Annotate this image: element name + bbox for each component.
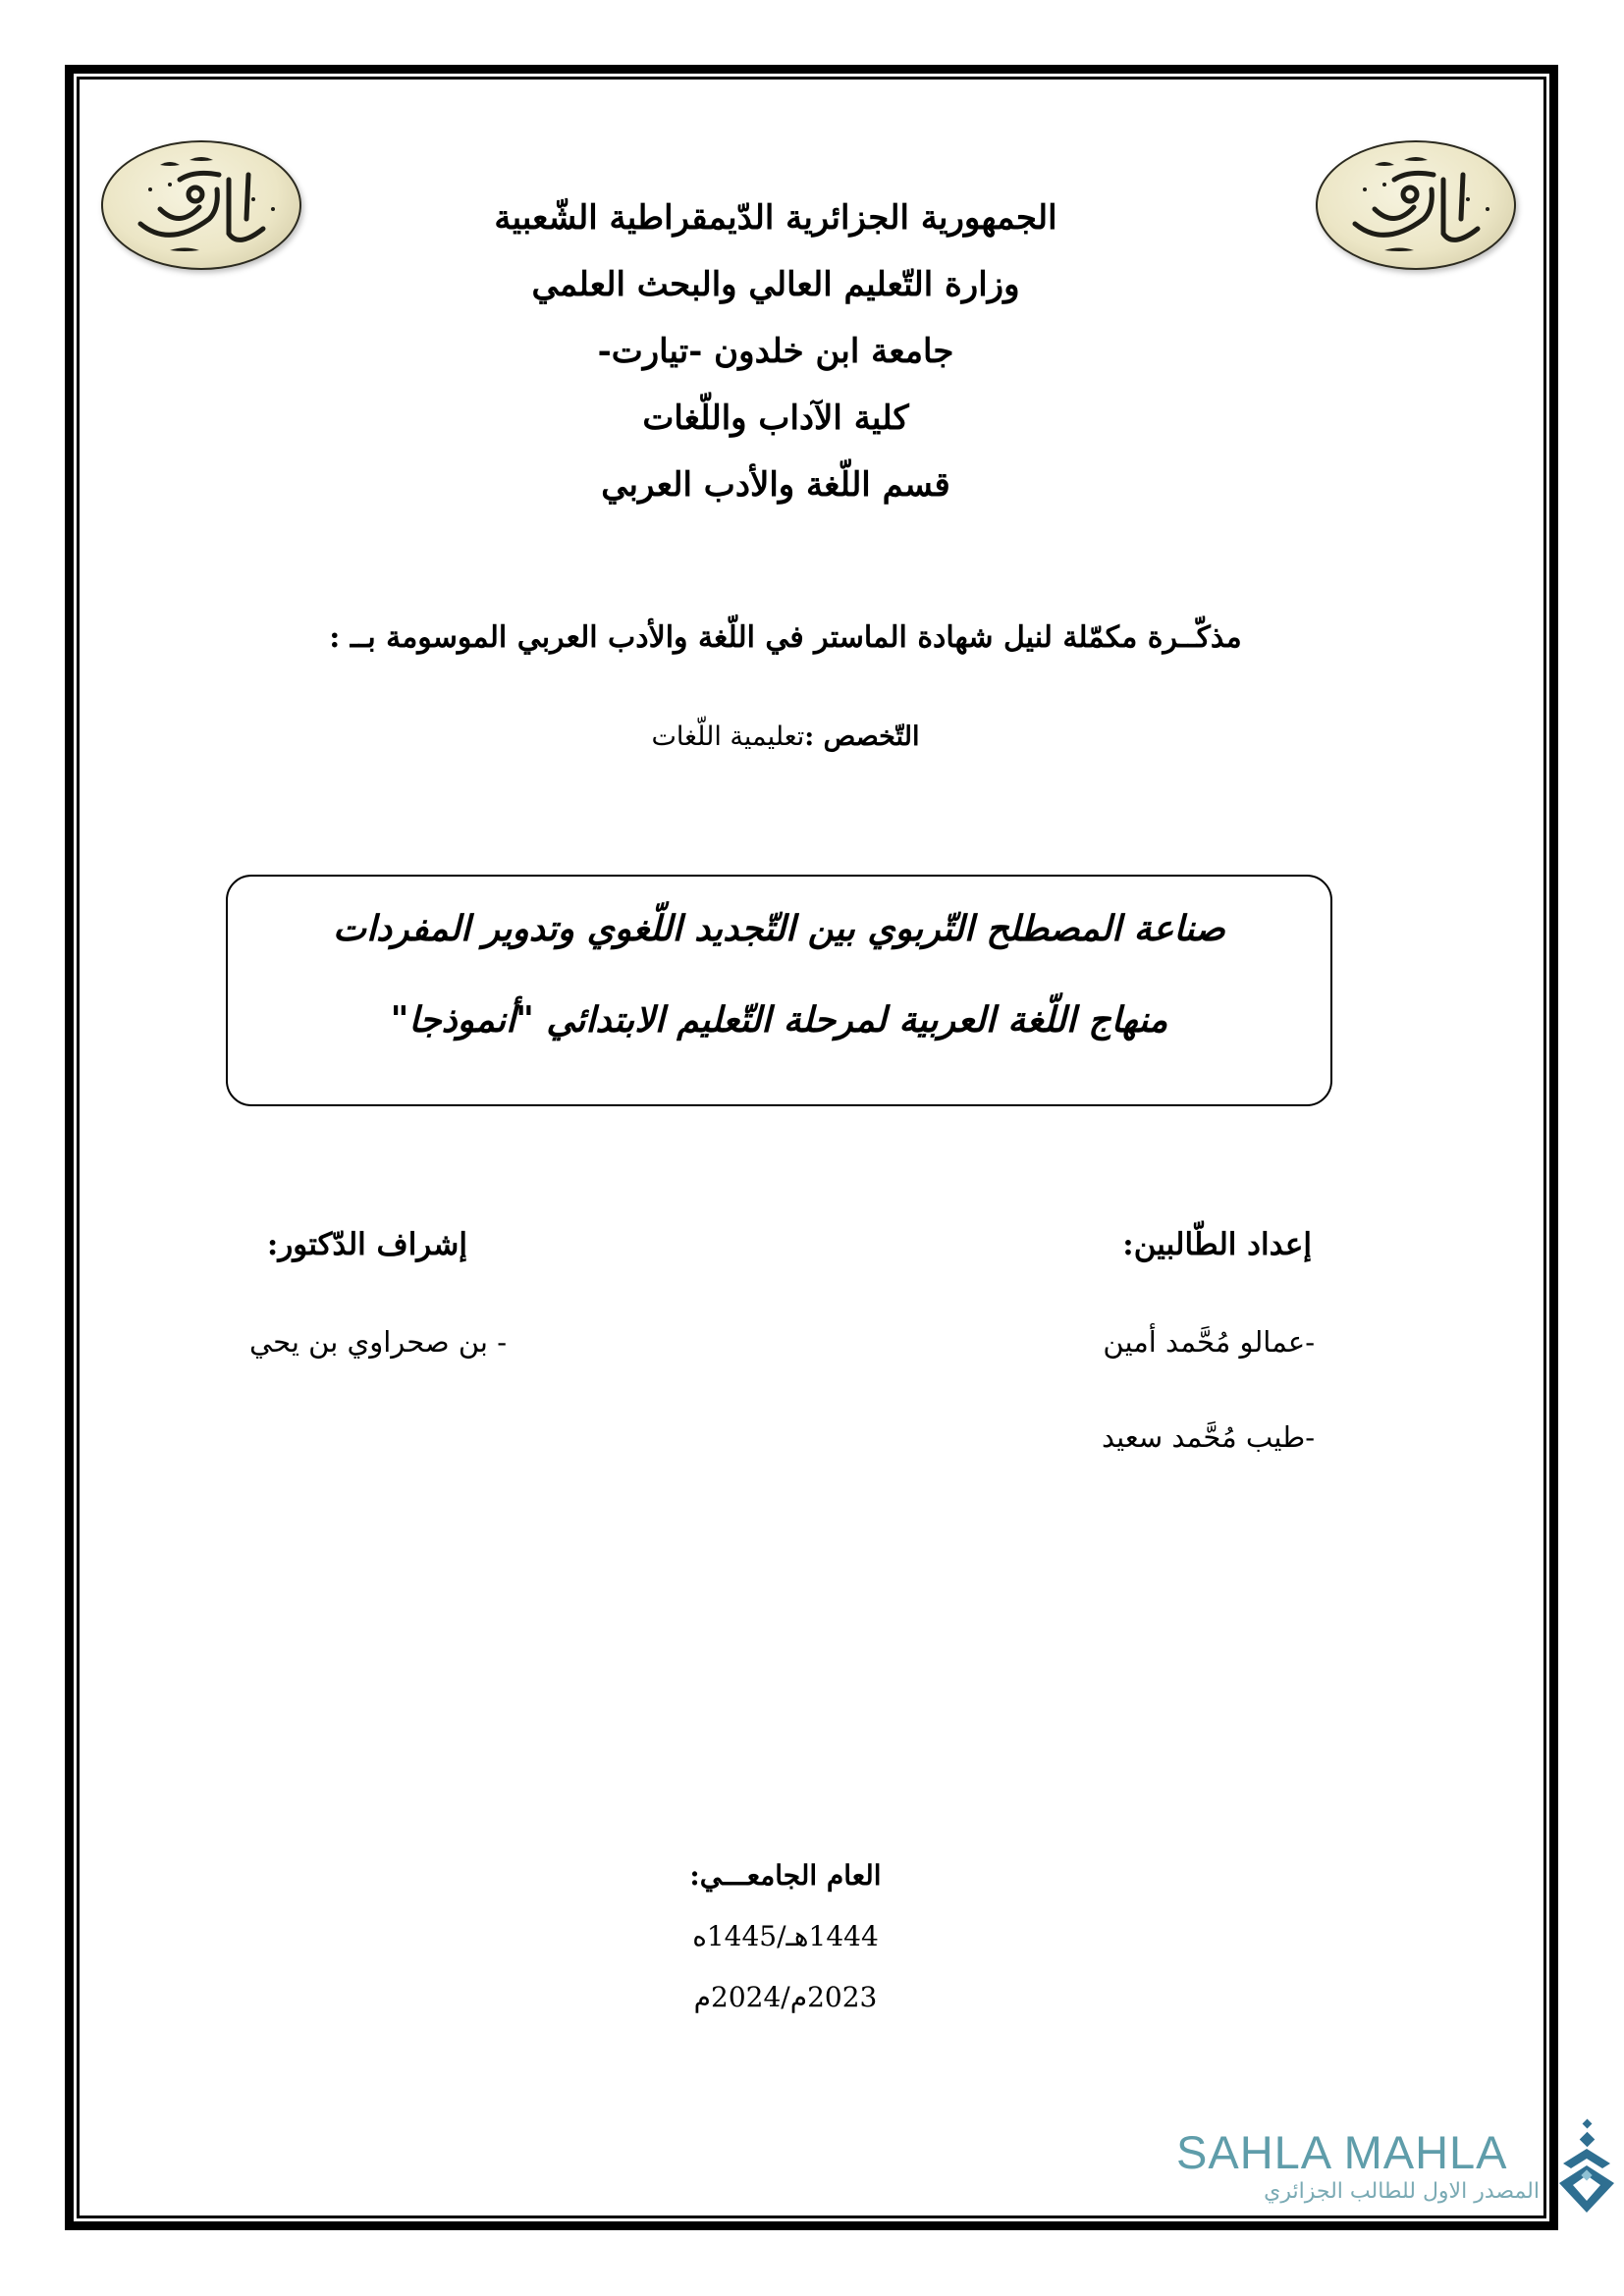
supervisor-label: إشراف الدّكتور: xyxy=(266,1227,467,1262)
ministry-name: وزارة التّعليم العالي والبحث العلمي xyxy=(531,265,1020,304)
watermark-title: SAHLA MAHLA xyxy=(1176,2126,1508,2178)
academic-year-gregorian: 2023م/2024م xyxy=(693,1981,878,2013)
student-name: -عمالو مُحَّمد أمين xyxy=(1103,1325,1315,1359)
watermark-subtitle: المصدر الاول للطالب الجزائري xyxy=(1264,2179,1540,2204)
supervisor-name: - بن صحراوي بن يحي xyxy=(248,1325,507,1359)
university-seal-left-icon xyxy=(101,140,301,270)
specialization xyxy=(491,721,1080,752)
student-name: -طيب مُحَّمد سعيد xyxy=(1101,1420,1315,1454)
specialization-value: تعليمية اللّغات xyxy=(651,721,805,752)
thesis-title-line-2: منهاج اللّغة العربية لمرحلة التّعليم الابتدائي "أنموذجا" xyxy=(390,999,1168,1041)
institution-header xyxy=(344,185,1208,518)
thesis-title-line-1: صناعة المصطلح التّربوي بين التّجديد اللّغوي وتدوير المفردات xyxy=(333,908,1225,949)
sahla-mahla-emblem-icon xyxy=(1553,2114,1620,2222)
university-name: جامعة ابن خلدون -تيارت- xyxy=(597,332,954,371)
department-name: قسم اللّغة والأدب العربي xyxy=(601,465,950,505)
academic-year xyxy=(589,1845,982,2028)
students-label: إعداد الطّالبين: xyxy=(1122,1227,1312,1262)
university-seal-right-icon xyxy=(1316,140,1516,270)
academic-year-hijri: 1444هـ/1445ه xyxy=(692,1920,879,1952)
thesis-title-box xyxy=(226,875,1332,1106)
thesis-description: مذكّــرة مكمّلة لنيل شهادة الماستر في اللّغة والأدب العربي الموسومة بــ : xyxy=(329,620,1242,655)
specialization-label: التّخصص : xyxy=(804,721,920,752)
country-name: الجمهورية الجزائرية الدّيمقراطية الشّعبية xyxy=(494,198,1057,238)
sahla-mahla-watermark xyxy=(1176,2128,1540,2204)
academic-year-label: العام الجامعـــي: xyxy=(689,1859,882,1892)
faculty-name: كلية الآداب واللّغات xyxy=(642,399,909,438)
